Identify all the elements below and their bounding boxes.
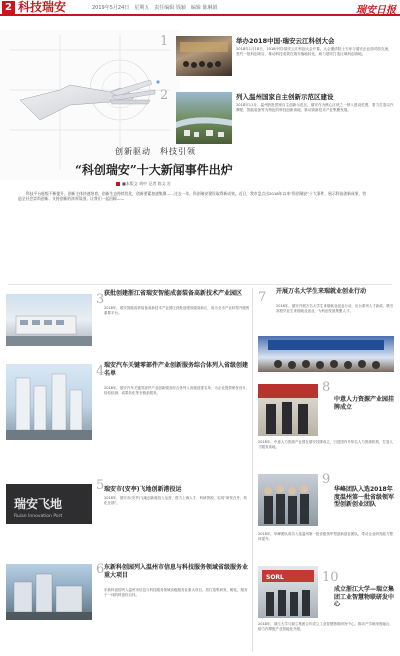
item-title-9: 华峰团队入选2018年度温州第一批省级领军型创新创业团队 — [334, 486, 395, 508]
building-photo — [6, 364, 92, 440]
robot-hand-illustration — [0, 30, 180, 180]
innovation-port-sign-photo — [6, 484, 92, 524]
item-number-7: 7 — [258, 290, 267, 305]
page-header — [0, 0, 400, 16]
item-body-7: 2018年，瑞安开展万名大学生来瑞就业创业行动，出台系列人才新政，吸引高校毕业生来瑞就业创业，为科创发展集聚人才。 — [276, 304, 394, 313]
credit-marker — [116, 182, 120, 186]
item-number-5: 5 — [96, 478, 105, 493]
item-body-10: 2018年，浙江大学与瑞立集团合作成立工业智慧物联研发中心，推动产学研深度融合，助力汽摩配产业智能化升级。 — [258, 622, 393, 631]
item-title-5: 瑞安市(安亭)飞地创新港投运 — [104, 486, 182, 493]
svg-text:SORL: SORL — [266, 574, 284, 581]
signing-ceremony-photo — [258, 566, 318, 618]
industrial-park-photo — [6, 294, 92, 346]
intro-paragraph: 科技平台能级不断提升，创新主体快速培育，创新生态持续优化，创新要素加速集聚……过去一年，科创瑞安建设取得新成效。近日，我市盘点出2018年以来“科创瑞安”十大事件，展示科技创新成果，营造全社会崇尚创新、支持创新的浓厚氛围。让我们一起回顾—— — [18, 191, 367, 202]
item-title-10: 成立浙江大学—瑞立集团工业智慧物联研发中心 — [334, 586, 395, 608]
newspaper-logo: 瑞安日报 — [356, 5, 396, 16]
item-body-4: 2018年，瑞安汽车关键零部件产业创新服务综合体列入省级创建名单，为企业提供研发设计、检验检测、成果转化等全链条服务。 — [104, 386, 250, 395]
item-number-1: 1 — [160, 34, 169, 49]
item-title-6: 东新科创园列入温州市信息与科技服务领域省级服务业重大项目 — [104, 564, 249, 579]
item-title-1: 举办2018中国·瑞安云江科创大会 — [236, 37, 335, 45]
svg-text:瑞安飞地: 瑞安飞地 — [14, 497, 63, 511]
conference-photo — [176, 36, 232, 76]
item-body-6: 东新科创园列入温州市信息与科技服务领域省级服务业重大项目，将打造集研发、孵化、服务于一体的科创综合体。 — [104, 588, 248, 597]
item-number-10: 10 — [322, 570, 339, 585]
item-title-7: 开展万名大学生来瑞就业创业行动 — [276, 288, 367, 295]
ceremony-photo — [258, 384, 318, 436]
item-body-2: 2018年11月，温州获批国家自主创新示范区，瑞安作为核心区块之一纳入建设范围，着力打造以汽摩配、智能装备等为特色的科技创新高地，推动高新技术产业集聚发展。 — [236, 103, 394, 112]
credit-text: ■本版文 胡中 记者 陈文 宣 — [122, 181, 171, 186]
job-fair-photo — [258, 336, 394, 372]
item-body-5: 2018年，瑞安市(安亭)飞地创新港投入运营，借力上海人才、科研资源，实现“研发在外、转化在瑞”。 — [104, 496, 247, 505]
item-number-8: 8 — [322, 380, 331, 395]
page-number: 2 — [2, 1, 15, 14]
item-body-3: 2018年，瑞安智能成套装备高新技术产业园区获批创建省级高新区，成为全市产业转型升级的重要平台。 — [104, 306, 250, 315]
item-number-3: 3 — [96, 292, 105, 307]
item-title-3: 获批创建浙江省瑞安智能成套装备高新技术产业园区 — [104, 290, 243, 297]
item-body-8: 2018年，中意人力资源产业园在瑞安挂牌成立，引进国内外知名人力资源机构，打造人才服务高地。 — [258, 440, 393, 449]
science-park-photo — [6, 564, 92, 620]
hero-title: “科创瑞安”十大新闻事件出炉 — [75, 163, 233, 177]
section-divider — [8, 284, 392, 285]
item-title-2: 列入温州国家自主创新示范区建设 — [236, 93, 334, 101]
section-title: 科技瑞安 — [18, 0, 67, 14]
page-meta: 2019年5月24日 星期五 责任编辑 钱颖 编辑 陈琳娟 — [92, 5, 218, 11]
item-number-9: 9 — [322, 472, 331, 487]
item-title-8: 中意人力资源产业园挂牌成立 — [334, 396, 395, 411]
item-body-1: 2018年1月18日，2018中国·瑞安云江科创大会开幕。大会邀请院士专家与瑞安企业面对面交流，签约一批科创项目，推动科技成果在瑞安落地转化，助力瑞安打造区域科创高地。 — [236, 47, 392, 56]
hero-credit — [116, 181, 171, 187]
item-body-9: 2018年，华峰团队成功入选温州第一批省级领军型创新创业团队，带动企业研发能力整体提升。 — [258, 532, 393, 541]
item-number-4: 4 — [96, 364, 105, 379]
hero-subtitle: 创新驱动 科技引领 — [115, 147, 196, 156]
team-photo — [258, 474, 318, 526]
item-number-2: 2 — [160, 88, 169, 103]
aerial-city-photo — [176, 92, 232, 144]
svg-text:Ruian Innovation Port: Ruian Innovation Port — [14, 514, 63, 519]
item-title-4: 瑞安汽车关键零部件产业创新服务综合体列入省级创建名单 — [104, 362, 249, 377]
item-number-6: 6 — [96, 562, 105, 577]
column-divider — [252, 288, 253, 652]
